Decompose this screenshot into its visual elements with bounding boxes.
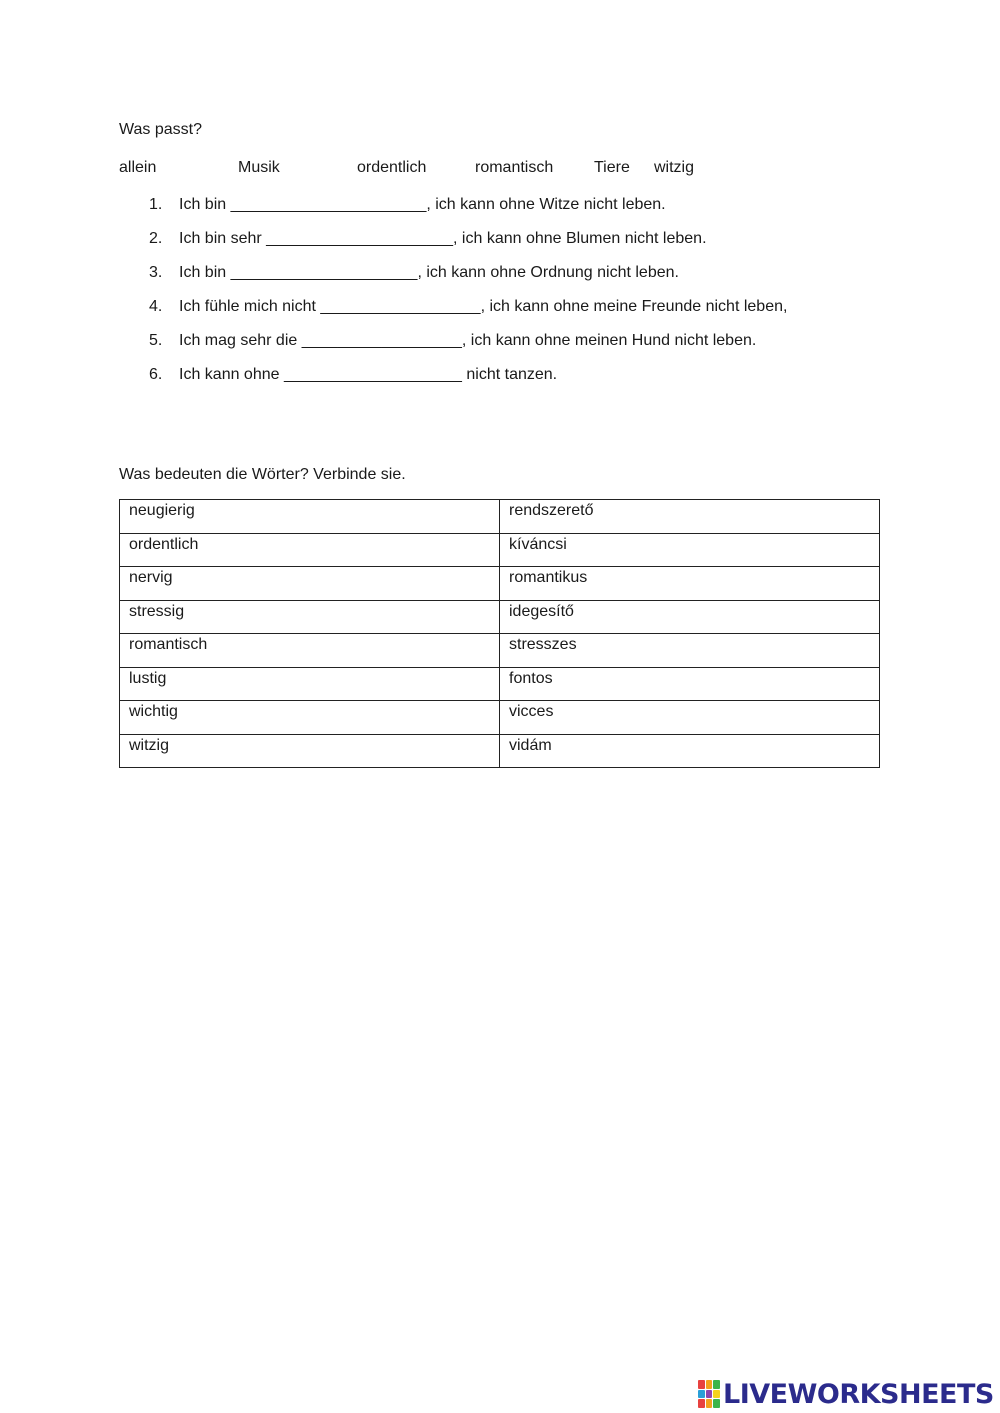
hungarian-word-cell: vicces: [500, 701, 880, 735]
sentence-item: [149, 264, 679, 282]
liveworksheets-logo-icon: [698, 1380, 720, 1408]
sentence-number: 3.: [149, 264, 163, 281]
word-bank-item: allein: [119, 159, 157, 176]
sentence-number: 5.: [149, 332, 163, 349]
liveworksheets-logo: [698, 1377, 994, 1411]
hungarian-word-cell: romantikus: [500, 567, 880, 601]
word-bank-item: Musik: [238, 159, 280, 176]
sentence-text: Ich bin sehr _____________________, ich kann ohne Blumen nicht leben.: [179, 230, 707, 247]
hungarian-word-cell: stresszes: [500, 634, 880, 668]
hungarian-word-cell: vidám: [500, 734, 880, 768]
sentence-number: 2.: [149, 230, 163, 247]
sentence-item: [149, 230, 707, 248]
sentence-text: Ich bin _____________________, ich kann ohne Ordnung nicht leben.: [179, 264, 679, 281]
hungarian-word-cell: fontos: [500, 667, 880, 701]
sentence-text: Ich fühle mich nicht __________________, ich kann ohne meine Freunde nicht leben,: [179, 298, 788, 315]
german-word-cell: ordentlich: [120, 533, 500, 567]
sentence-text: Ich mag sehr die __________________, ich kann ohne meinen Hund nicht leben.: [179, 332, 757, 349]
table-row: [120, 567, 880, 601]
sentence-item: [149, 298, 787, 316]
word-bank-item: ordentlich: [357, 159, 427, 176]
hungarian-word-cell: kíváncsi: [500, 533, 880, 567]
word-bank-item: witzig: [654, 159, 695, 176]
sentence-item: [149, 196, 666, 214]
matching-table: [119, 499, 880, 768]
german-word-cell: witzig: [120, 734, 500, 768]
table-row: [120, 701, 880, 735]
german-word-cell: stressig: [120, 600, 500, 634]
sentence-item: [149, 332, 756, 350]
hungarian-word-cell: rendszerető: [500, 500, 880, 534]
logo-text: LIVEWORKSHEETS: [723, 1378, 994, 1410]
word-bank-item: romantisch: [475, 159, 554, 176]
german-word-cell: neugierig: [120, 500, 500, 534]
sentence-number: 6.: [149, 366, 163, 383]
table-row: [120, 600, 880, 634]
exercise1-title: Was passt?: [119, 121, 202, 138]
exercise2-title: Was bedeuten die Wörter? Verbinde sie.: [119, 466, 406, 483]
sentence-text: Ich bin ______________________, ich kann ohne Witze nicht leben.: [179, 196, 666, 213]
sentence-item: [149, 366, 557, 384]
table-row: [120, 634, 880, 668]
german-word-cell: nervig: [120, 567, 500, 601]
sentence-number: 1.: [149, 196, 163, 213]
german-word-cell: romantisch: [120, 634, 500, 668]
hungarian-word-cell: idegesítő: [500, 600, 880, 634]
german-word-cell: lustig: [120, 667, 500, 701]
sentence-text: Ich kann ohne ____________________ nicht tanzen.: [179, 366, 558, 383]
word-bank-item: Tiere: [594, 159, 630, 176]
table-row: [120, 667, 880, 701]
table-row: [120, 734, 880, 768]
table-row: [120, 500, 880, 534]
german-word-cell: wichtig: [120, 701, 500, 735]
table-row: [120, 533, 880, 567]
sentence-number: 4.: [149, 298, 163, 315]
